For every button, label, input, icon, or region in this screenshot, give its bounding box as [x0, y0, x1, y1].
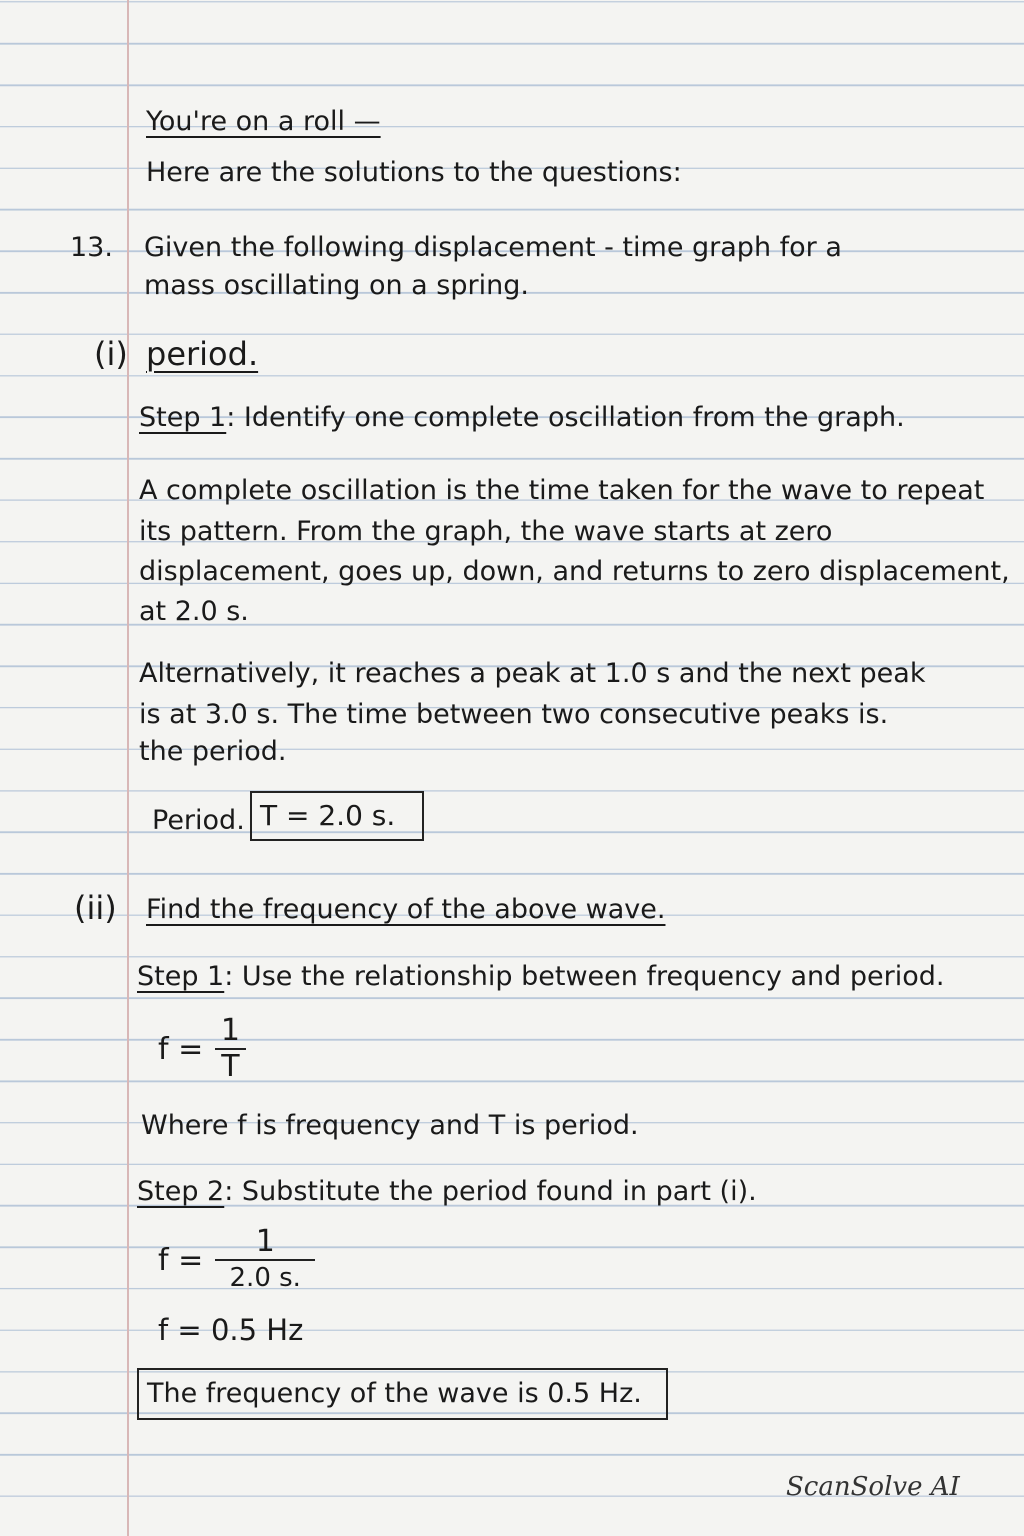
- para2-line-2: is at 3.0 s. The time between two consecutive peaks is.: [139, 699, 889, 730]
- greeting: You're on a roll —: [146, 106, 381, 137]
- part-ii-label: (ii): [74, 889, 117, 927]
- fraction-numerator: 1: [255, 1224, 275, 1259]
- period-answer-box: T = 2.0 s.: [250, 791, 424, 841]
- step-text: : Substitute the period found in part (i).: [224, 1176, 757, 1207]
- part-ii-step-1: [137, 959, 944, 995]
- para2-line-1: Alternatively, it reaches a peak at 1.0 s and the next peak: [139, 658, 926, 689]
- formula-lhs: f =: [158, 1242, 204, 1278]
- part-ii-title: Find the frequency of the above wave.: [146, 894, 666, 925]
- frequency-formula: [158, 1014, 246, 1084]
- substitution-formula: [158, 1225, 315, 1295]
- para1-line-3: displacement, goes up, down, and returns to zero displacement,: [139, 556, 1010, 587]
- para1-line-4: at 2.0 s.: [139, 596, 249, 627]
- part-i-title: period.: [146, 335, 259, 373]
- para1-line-2: its pattern. From the graph, the wave starts at zero: [139, 516, 833, 547]
- step-label: Step 1: [139, 402, 227, 433]
- final-answer-box: The frequency of the wave is 0.5 Hz.: [137, 1368, 668, 1420]
- formula-lhs: f =: [158, 1031, 204, 1067]
- step-label: Step 2: [137, 1176, 225, 1207]
- frequency-result: f = 0.5 Hz: [158, 1313, 304, 1347]
- para1-line-1: A complete oscillation is the time taken for the wave to repeat: [139, 475, 985, 506]
- fraction: [215, 1225, 315, 1295]
- period-label: Period.: [152, 805, 245, 836]
- brand-watermark: ScanSolve AI: [786, 1472, 960, 1502]
- where-text: Where f is frequency and T is period.: [141, 1110, 639, 1141]
- fraction-denominator: T: [221, 1049, 240, 1084]
- intro-text: Here are the solutions to the questions:: [146, 157, 682, 188]
- fraction-denominator: 2.0 s.: [229, 1263, 301, 1293]
- margin-line: [127, 0, 129, 1536]
- part-i-label: (i): [94, 335, 128, 373]
- question-line-1: Given the following displacement - time graph for a: [144, 232, 842, 263]
- part-i-step-1: [139, 400, 905, 436]
- step-text: : Identify one complete oscillation from the graph.: [226, 402, 905, 433]
- para2-line-3: the period.: [139, 736, 287, 767]
- question-number: 13.: [70, 232, 113, 263]
- step-text: : Use the relationship between frequency and period.: [224, 961, 945, 992]
- fraction: [215, 1014, 245, 1084]
- fraction-numerator: 1: [220, 1013, 240, 1048]
- part-ii-step-2: [137, 1174, 757, 1210]
- step-label: Step 1: [137, 961, 225, 992]
- question-line-2: mass oscillating on a spring.: [144, 270, 529, 301]
